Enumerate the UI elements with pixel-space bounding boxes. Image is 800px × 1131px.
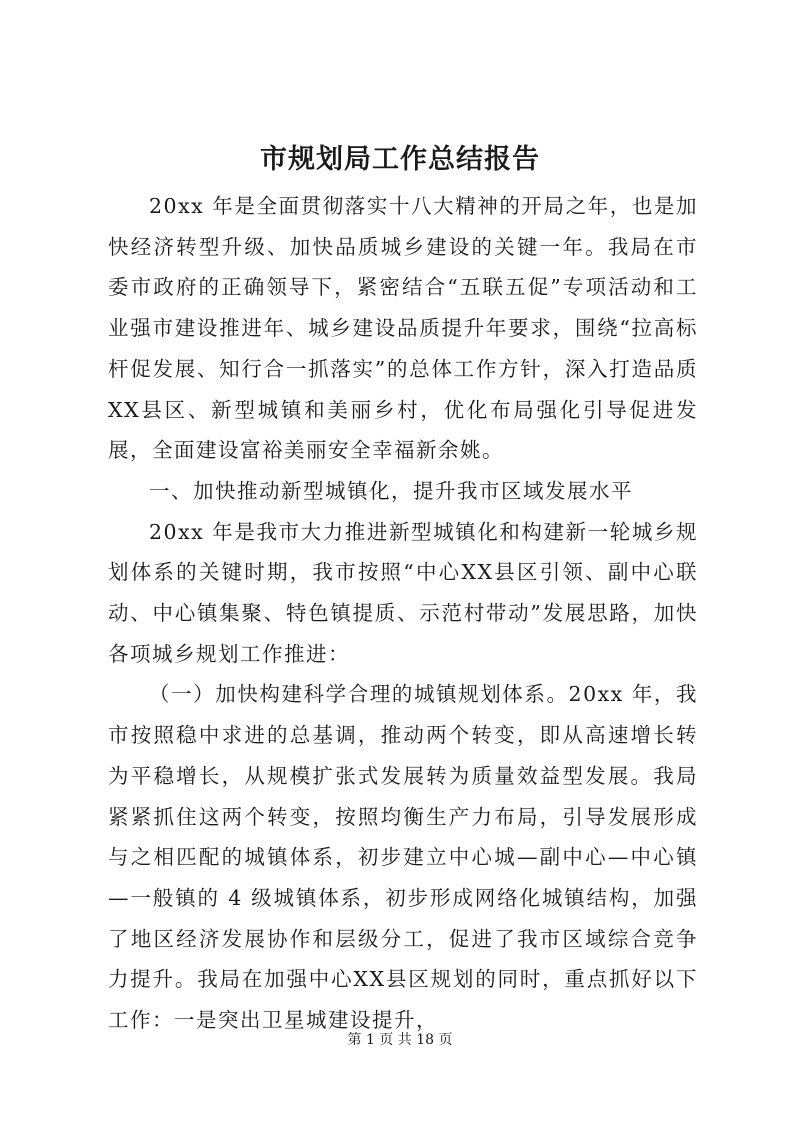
page-footer: 第 1 页 共 18 页 bbox=[347, 1032, 453, 1048]
section-paragraph: 20xx 年是我市大力推进新型城镇化和构建新一轮城乡规划体系的关键时期，我市按照“中心XX县区引领、副中心联动、中心镇集聚、特色镇提质、示范村带动”发展思路，加快各项城乡规划工作推进： bbox=[108, 519, 698, 666]
document-body bbox=[108, 186, 698, 1041]
page-title: 市规划局工作总结报告 bbox=[260, 144, 540, 175]
subsection-paragraph: （一）加快构建科学合理的城镇规划体系。20xx 年，我市按照稳中求进的总基调，推动两个转变，即从高速增长转为平稳增长，从规模扩张式发展转为质量效益型发展。我局紧紧抓住这两个转变，按照均衡生产力布局，引导发展形成与之相匹配的城镇体系，初步建立中心城—副中心—中心镇—一般镇的 4 级城镇体系，初步形成网络化城镇结构，加强了地区经济发展协作和层级分工，促进了我市区域综合竞争力提升。我局在加强中心XX县区规划的同时，重点抓好以下工作：一是突出卫星城建设提升， bbox=[108, 682, 698, 1033]
intro-paragraph: 20xx 年是全面贯彻落实十八大精神的开局之年，也是加快经济转型升级、加快品质城乡建设的关键一年。我局在市委市政府的正确领导下，紧密结合“五联五促”专项活动和工业强市建设推进年、城乡建设品质提升年要求，围绕“拉高标杆促发展、知行合一抓落实”的总体工作方针，深入打造品质XX县区、新型城镇和美丽乡村，优化布局强化引导促进发展，全面建设富裕美丽安全幸福新余姚。 bbox=[108, 194, 698, 463]
section-heading: 一、加快推动新型城镇化，提升我市区域发展水平 bbox=[149, 478, 633, 503]
